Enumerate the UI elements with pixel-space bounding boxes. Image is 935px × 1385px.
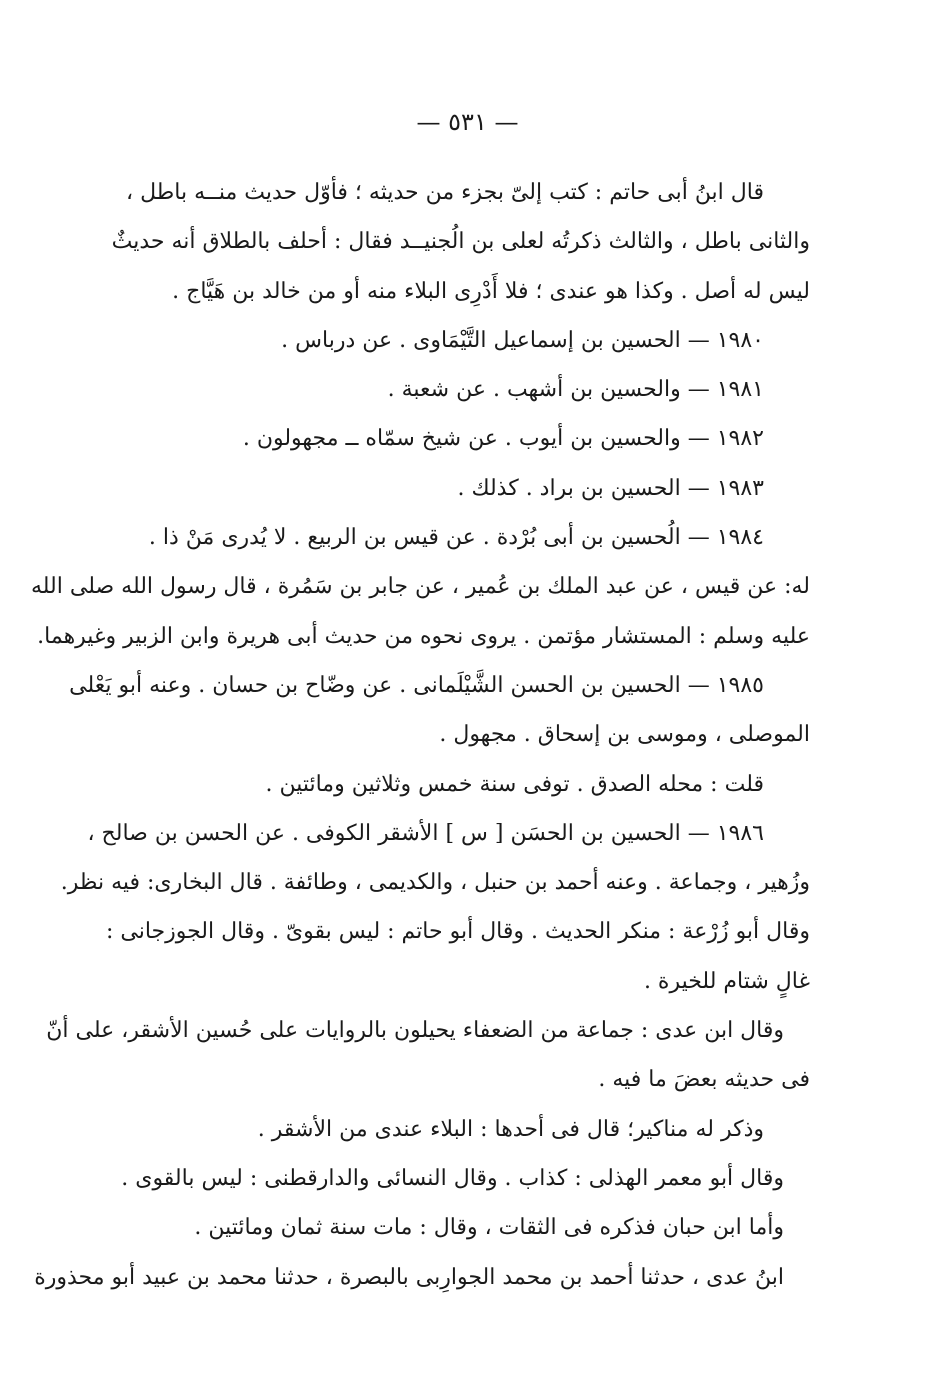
text-line-15: وزُهير ، وجماعة . وعنه أحمد بن حنبل ، والكديمى ، وطائفة . قال البخارى: فيه نظر.: [60, 870, 810, 896]
text-line-1: قال ابنُ أبى حاتم : كتب إلىّ بجزء من حديثه ؛ فأوّل حديث منــه باطل ،: [126, 180, 764, 205]
text-line-17: غالٍ شتام للخيرة .: [643, 968, 810, 994]
text-line-22: وأما ابن حبان فذكره فى الثقات ، وقال : مات سنة ثمان ومائتين .: [194, 1215, 784, 1241]
page-number: — ٥٣١ —: [416, 108, 519, 136]
text-line-13: قلت : محله الصدق . توفى سنة خمس وثلاثين ومائتين .: [265, 771, 764, 797]
text-line-16: وقال أبو زُرْعة : منكر الحديث . وقال أبو حاتم : ليس بقوىّ . وقال الجوزجانى :: [105, 919, 810, 945]
text-line-19: فى حديثه بعضَ ما فيه .: [598, 1067, 810, 1093]
text-line-21: وقال أبو معمر الهذلى : كذاب . وقال النسائى والدارقطنى : ليس بالقوى .: [121, 1165, 784, 1191]
text-line-2: والثانى باطل ، والثالث ذكرتُه لعلى بن الُجنيــد فقال : أحلف بالطلاق أنه حديثٌ: [111, 229, 810, 255]
body-text: [30, 168, 810, 1302]
text-line-10: عليه وسلم : المستشار مؤتمن . يروى نحوه من حديث أبى هريرة وابن الزبير وغيرهما.: [37, 623, 810, 649]
text-line-9: له: عن قيس ، عن عبد الملك بن عُمير ، عن جابر بن سَمُرة ، قال رسول الله صلى الله: [30, 574, 810, 600]
entry-1980: ١٩٨٠ — الحسين بن إسماعيل التَّيْمَاوى . عن درباس .: [281, 327, 764, 353]
text-line-23: ابنُ عدى ، حدثنا أحمد بن محمد الجوارِبى بالبصرة ، حدثنا محمد بن عبيد أبو محذورة: [34, 1264, 784, 1290]
text-line-18: وقال ابن عدى : جماعة من الضعفاء يحيلون بالروايات على حُسين الأشقر، على أنّ: [46, 1018, 784, 1044]
text-line-12: الموصلى ، وموسى بن إسحاق . مجهول .: [439, 722, 810, 748]
text-line-20: وذكر له مناكير؛ قال فى أحدها : البلاء عندى من الأشقر .: [257, 1116, 764, 1142]
entry-1986: ١٩٨٦ — الحسين بن الحسَن [ س ] الأشقر الكوفى . عن الحسن بن صالح ،: [87, 820, 764, 846]
entry-1985: ١٩٨٥ — الحسين بن الحسن الشَّيْلَمانى . عن وضّاح بن حسان . وعنه أبو يَعْلى: [69, 672, 764, 698]
entry-1982: ١٩٨٢ — والحسين بن أيوب . عن شيخ سمّاه ــ مجهولون .: [242, 426, 764, 452]
entry-1981: ١٩٨١ — والحسين بن أشهب . عن شعبة .: [387, 377, 764, 403]
entry-1983: ١٩٨٣ — الحسين بن براد . كذلك .: [457, 475, 764, 501]
entry-1984: ١٩٨٤ — الُحسين بن أبى بُرْدة . عن قيس بن الربيع . لا يُدرى مَنْ ذا .: [148, 525, 764, 551]
text-line-3: ليس له أصل . وكذا هو عندى ؛ فلا أَدْرِى البلاء منه أو من خالد بن هَيَّاج .: [172, 278, 810, 304]
